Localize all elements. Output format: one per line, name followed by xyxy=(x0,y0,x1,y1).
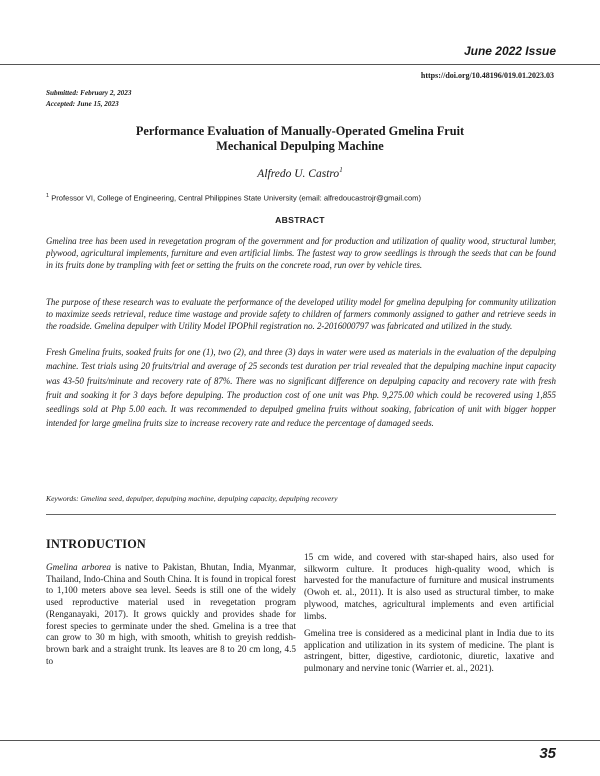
submitted-date: Submitted: February 2, 2023 xyxy=(46,89,132,97)
species-name: Gmelina arborea xyxy=(46,562,111,572)
intro-right-paragraph-2: Gmelina tree is considered as a medicinal plant in India due to its application and utilization in its system of medicine. The plant is astringent, bitter, digestive, cardiotonic, diuretic, laxative and pulmonary and nervine tonic (Warrier et. al., 2021). xyxy=(304,628,554,674)
intro-left-paragraph xyxy=(46,562,296,667)
intro-right-paragraph-1: 15 cm wide, and covered with star-shaped hairs, also used for silkworm culture. It produces high-quality wood, which is harvested for the manufacture of furniture and musical instruments (Owoh et. al., 2011). It is also used as structural timber, to make plywood, matches, agricultural implements and even artificial limbs. xyxy=(304,552,554,621)
issue-label: June 2022 Issue xyxy=(463,44,556,58)
author xyxy=(0,166,600,180)
affiliation-text: Professor VI, College of Engineering, Central Philippines State University (email: alfredoucastrojr@gmail.com) xyxy=(51,193,422,203)
keywords: Keywords: Gmelina seed, depulper, depulping machine, depulping capacity, depulping recovery xyxy=(46,494,338,503)
abstract-paragraph-1: Gmelina tree has been used in revegetation program of the government and for production and utilization of quality wood, structural lumber, plywood, agricultural implements, furniture and even artificial limbs. The fastest way to grow seedlings is through the seeds that can be found in its fruits done by trampling with feet or setting the fruits on the concrete road, run over by vehicle tires. xyxy=(46,236,556,270)
abstract-paragraph-2: The purpose of these research was to evaluate the performance of the developed utility model for gmelina depulping for community utilization to maximize seeds retrieval, reduce time wastage and provide safety to children of farmers commonly assigned to gather and retrieve seeds in the roadside. Gmelina depulper with Utility Model IPOPhil registration no. 2-2016000797 was fabricated and utilized in the study. xyxy=(46,297,556,331)
submission-dates xyxy=(46,88,131,110)
accepted-date: Accepted: June 15, 2023 xyxy=(46,100,119,108)
author-sup: 1 xyxy=(339,166,343,174)
keywords-rule xyxy=(46,514,556,515)
title-line-2: Mechanical Depulping Machine xyxy=(216,139,384,153)
paper-title xyxy=(60,124,540,154)
intro-left-text: is native to Pakistan, Bhutan, India, Myanmar, Thailand, Indo-China and South China. It is found in tropical forest to 1,100 meters above sea level. Seeds is still one of the widely used reproductive material used in revegetation program (Renganayaki, 2017). It grows quickly and provides shade for forest species to germinate under the shed. Gmelina is a tree that can grow to 30 m high, with smooth, whitish to greyish reddish-brown bark and a straight trunk. Its leaves are 8 to 20 cm long, 4.5 to xyxy=(46,562,297,666)
doi-link[interactable]: https://doi.org/10.48196/019.01.2023.03 xyxy=(420,71,554,80)
abstract-heading: ABSTRACT xyxy=(275,215,325,225)
abstract-paragraph-3: Fresh Gmelina fruits, soaked fruits for one (1), two (2), and three (3) days in water were used as materials in the evaluation of the depulping machine. Test trials using 20 fruits/trial and average of 25 seconds test duration per trial revealed that the depulping machine input capacity was 43-50 fruits/minute and recovery rate of 87%. There was no significant difference on depulping capacity and recovery rate with fresh fruit and soaking it for 3 days before depulping. The production cost of one unit was Php. 9,275.00 which could be recovered using 1,855 seedlings sold at Php 5.00 each. It was recommended to depulped gmelina fruits without soaking, fabrication of unit with bigger hopper intended for large gmelina fruits size to increase recovery rate and reduce the percentage of damaged seeds. xyxy=(46,347,556,429)
introduction-heading: INTRODUCTION xyxy=(46,537,146,551)
affiliation xyxy=(46,193,421,203)
page-number: 35 xyxy=(539,745,556,762)
header-rule xyxy=(0,64,600,65)
title-line-1: Performance Evaluation of Manually-Operated Gmelina Fruit xyxy=(135,124,465,138)
footer-rule xyxy=(0,740,600,741)
author-name: Alfredo U. Castro xyxy=(257,167,340,180)
affiliation-sup: 1 xyxy=(46,193,50,199)
